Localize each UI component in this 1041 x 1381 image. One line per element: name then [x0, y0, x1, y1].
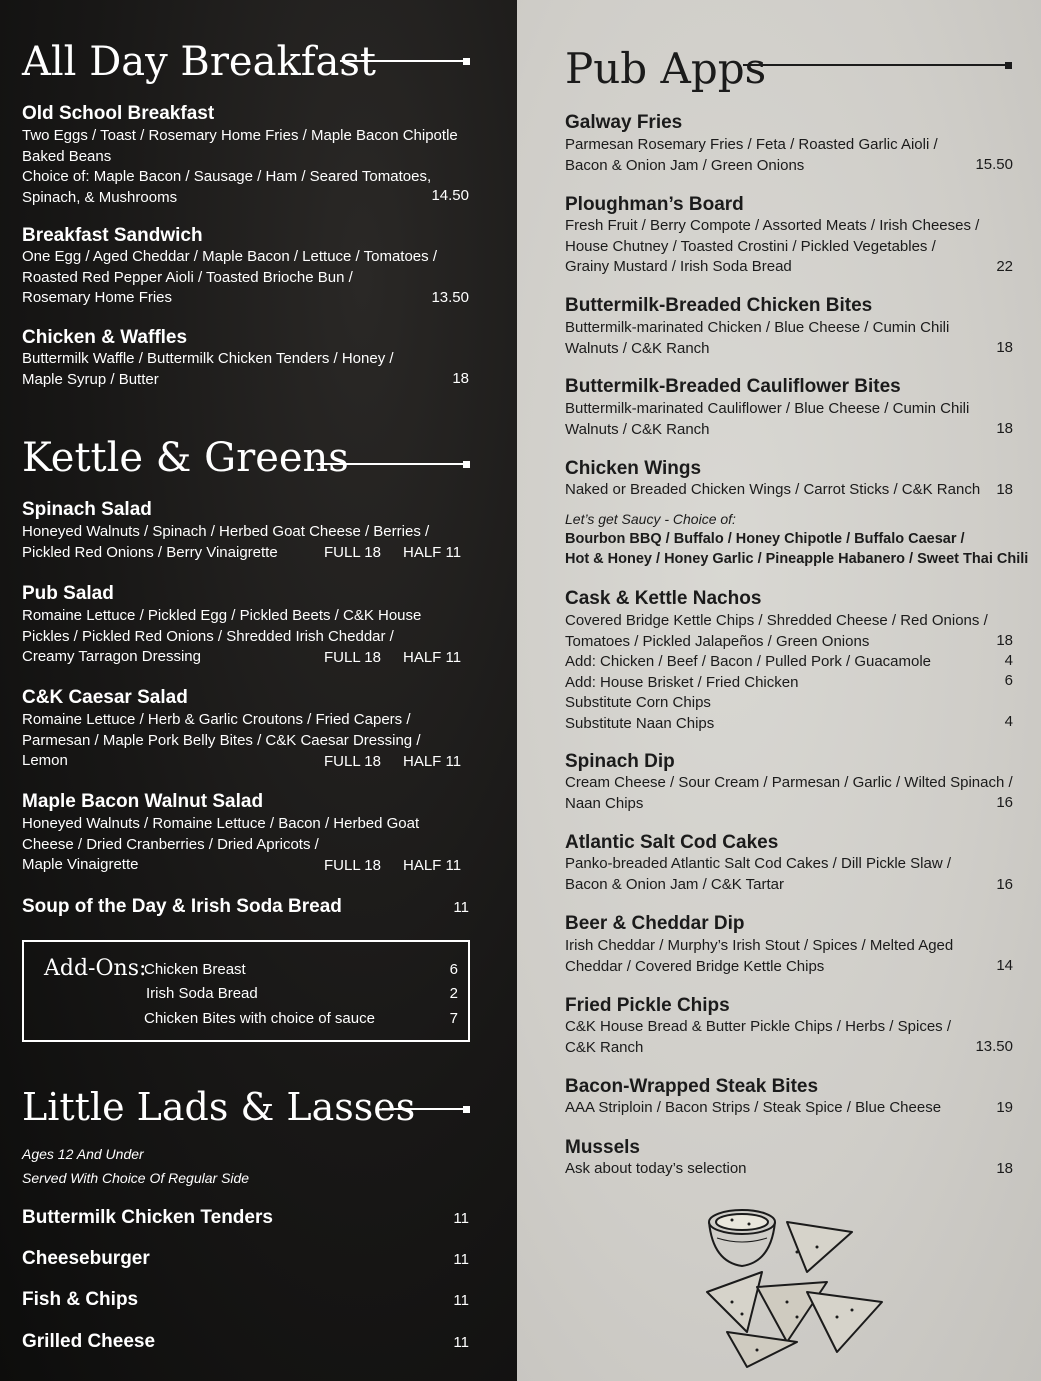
item-description: Cream Cheese / Sour Cream / Parmesan / Garlic / Wilted Spinach / Naan Chips [565, 774, 1013, 812]
item-price: 11 [453, 1210, 469, 1227]
item-description: AAA Striploin / Bacon Strips / Steak Spice / Blue Cheese [565, 1099, 942, 1116]
item-price: 14.50 [431, 187, 469, 204]
section-rule [340, 60, 467, 62]
right-column [517, 0, 1041, 1381]
item-name: Galway Fries [565, 112, 683, 133]
item-name: Mussels [565, 1137, 640, 1158]
item-price: 16 [996, 876, 1013, 893]
item-description: Romaine Lettuce / Herb & Garlic Croutons / Fried Capers / Parmesan / Maple Pork Belly Bites / C&K Caesar Dressing / Lemon [22, 711, 421, 769]
addons-box [22, 940, 470, 1042]
item-description: Buttermilk-marinated Chicken / Blue Cheese / Cumin Chili Walnuts / C&K Ranch [565, 319, 950, 357]
item-description: Two Eggs / Toast / Rosemary Home Fries / Maple Bacon Chipotle Baked Beans Choice of: Maple Bacon / Sausage / Ham / Seared Tomatoes, Spinach, & Mushrooms [22, 127, 458, 206]
item-name: Buttermilk-Breaded Cauliflower Bites [565, 376, 901, 397]
item-name: Chicken Wings [565, 458, 702, 479]
half-price: HALF 11 [403, 649, 462, 666]
item-name: Cask & Kettle Nachos [565, 588, 762, 609]
item-price: 11 [453, 899, 469, 916]
half-price: HALF 11 [403, 857, 462, 874]
item-price: 11 [453, 1292, 469, 1309]
full-price: FULL 18 [324, 544, 381, 561]
item-price: 18 [996, 420, 1013, 437]
addon-price: 7 [449, 1010, 458, 1027]
item-price: 18 [996, 1160, 1013, 1177]
item-name: Old School Breakfast [22, 103, 215, 124]
item-price: 4 [1004, 652, 1013, 669]
sauce-list: Hot & Honey / Honey Garlic / Pineapple Habanero / Sweet Thai Chili [565, 551, 1029, 567]
item-price: 22 [996, 258, 1013, 275]
addons-title: Add-Ons: [44, 956, 147, 981]
item-price: 13.50 [431, 289, 469, 306]
item-name: Breakfast Sandwich [22, 225, 203, 246]
full-price: FULL 18 [324, 753, 381, 770]
section-title-kettle: Kettle & Greens [22, 435, 349, 481]
sauce-list: Bourbon BBQ / Buffalo / Honey Chipotle / Buffalo Caesar / [565, 531, 965, 547]
full-price: FULL 18 [324, 857, 381, 874]
item-description: Ask about today’s selection [565, 1160, 747, 1177]
item-description: Naked or Breaded Chicken Wings / Carrot Sticks / C&K Ranch [565, 481, 981, 498]
addon-name: Irish Soda Bread [146, 985, 258, 1002]
kids-note: Served With Choice Of Regular Side [22, 1170, 250, 1186]
item-name: Soup of the Day & Irish Soda Bread [22, 896, 342, 917]
item-price: 16 [996, 794, 1013, 811]
saucy-label: Let’s get Saucy - Choice of: [565, 511, 736, 527]
item-name: Ploughman’s Board [565, 194, 744, 215]
item-name: Chicken & Waffles [22, 327, 188, 348]
item-price: 14 [996, 957, 1013, 974]
item-description: Buttermilk Waffle / Buttermilk Chicken Tenders / Honey / Maple Syrup / Butter [22, 350, 394, 388]
item-price: 11 [453, 1251, 469, 1268]
half-price: HALF 11 [403, 544, 462, 561]
item-description: Romaine Lettuce / Pickled Egg / Pickled Beets / C&K House Pickles / Pickled Red Onions / Shredded Irish Cheddar / Creamy Tarragon Dressing [22, 607, 422, 665]
item-description: Fresh Fruit / Berry Compote / Assorted Meats / Irish Cheeses / House Chutney / Toasted Crostini / Pickled Vegetables / Grainy Mustard / Irish Soda Bread [565, 217, 980, 275]
half-price: HALF 11 [403, 753, 462, 770]
item-description: Buttermilk-marinated Cauliflower / Blue Cheese / Cumin Chili Walnuts / C&K Ranch [565, 400, 970, 438]
section-rule [316, 463, 467, 465]
item-price: 6 [1004, 672, 1013, 689]
item-description: Honeyed Walnuts / Romaine Lettuce / Bacon / Herbed Goat Cheese / Dried Cranberries / Dried Apricots / Maple Vinaigrette [22, 815, 420, 873]
item-description: Parmesan Rosemary Fries / Feta / Roasted Garlic Aioli / Bacon & Onion Jam / Green Onions [565, 136, 938, 174]
item-price: 18 [996, 481, 1013, 498]
left-column [0, 0, 517, 1381]
item-price: 13.50 [975, 1038, 1013, 1055]
item-name: Grilled Cheese [22, 1331, 156, 1352]
item-description: C&K House Bread & Butter Pickle Chips / Herbs / Spices / C&K Ranch [565, 1018, 951, 1056]
item-price: 4 [1004, 713, 1013, 730]
item-price: 19 [996, 1099, 1013, 1116]
item-name: Atlantic Salt Cod Cakes [565, 832, 779, 853]
item-name: Maple Bacon Walnut Salad [22, 791, 264, 812]
item-name: Cheeseburger [22, 1248, 150, 1269]
item-price: 18 [996, 339, 1013, 356]
item-description: Irish Cheddar / Murphy’s Irish Stout / Spices / Melted Aged Cheddar / Covered Bridge Kettle Chips [565, 937, 954, 975]
item-name: Bacon-Wrapped Steak Bites [565, 1076, 819, 1097]
item-description: Panko-breaded Atlantic Salt Cod Cakes / Dill Pickle Slaw / Bacon & Onion Jam / C&K Tartar [565, 855, 952, 893]
item-name: Beer & Cheddar Dip [565, 913, 745, 934]
item-description: One Egg / Aged Cheddar / Maple Bacon / Lettuce / Tomatoes / Roasted Red Pepper Aioli / Toasted Brioche Bun / Rosemary Home Fries [22, 248, 437, 306]
item-price: 15.50 [975, 156, 1013, 173]
item-name: Fried Pickle Chips [565, 995, 730, 1016]
item-price: 18 [452, 370, 469, 387]
item-name: Buttermilk-Breaded Chicken Bites [565, 295, 873, 316]
item-name: C&K Caesar Salad [22, 687, 188, 708]
item-name: Buttermilk Chicken Tenders [22, 1207, 273, 1228]
item-name: Pub Salad [22, 583, 114, 604]
item-description: Covered Bridge Kettle Chips / Shredded Cheese / Red Onions / Tomatoes / Pickled Jalapeños / Green Onions Add: Chicken / Beef / Bacon / Pulled Pork / Guacamole Add: House Brisket / Fried Chicken Substitute Corn Chips Substitute Naan Chips [565, 612, 988, 732]
full-price: FULL 18 [324, 649, 381, 666]
item-price: 18 [996, 632, 1013, 649]
chips-and-dip-illustration [687, 1192, 957, 1372]
section-title-breakfast: All Day Breakfast [22, 39, 376, 85]
section-rule [382, 1108, 467, 1110]
section-title-pub-apps: Pub Apps [565, 44, 767, 93]
section-title-kids: Little Lads & Lasses [22, 1085, 416, 1129]
item-name: Spinach Dip [565, 751, 675, 772]
item-name: Spinach Salad [22, 499, 152, 520]
addon-name: Chicken Breast [144, 961, 246, 978]
kids-note: Ages 12 And Under [22, 1146, 144, 1162]
addon-name: Chicken Bites with choice of sauce [144, 1010, 375, 1027]
addon-price: 6 [449, 961, 458, 978]
item-name: Fish & Chips [22, 1289, 139, 1310]
section-rule [743, 64, 1009, 66]
item-price: 11 [453, 1334, 469, 1351]
item-description: Honeyed Walnuts / Spinach / Herbed Goat Cheese / Berries / Pickled Red Onions / Berry Vinaigrette [22, 523, 430, 561]
addon-price: 2 [449, 985, 458, 1002]
